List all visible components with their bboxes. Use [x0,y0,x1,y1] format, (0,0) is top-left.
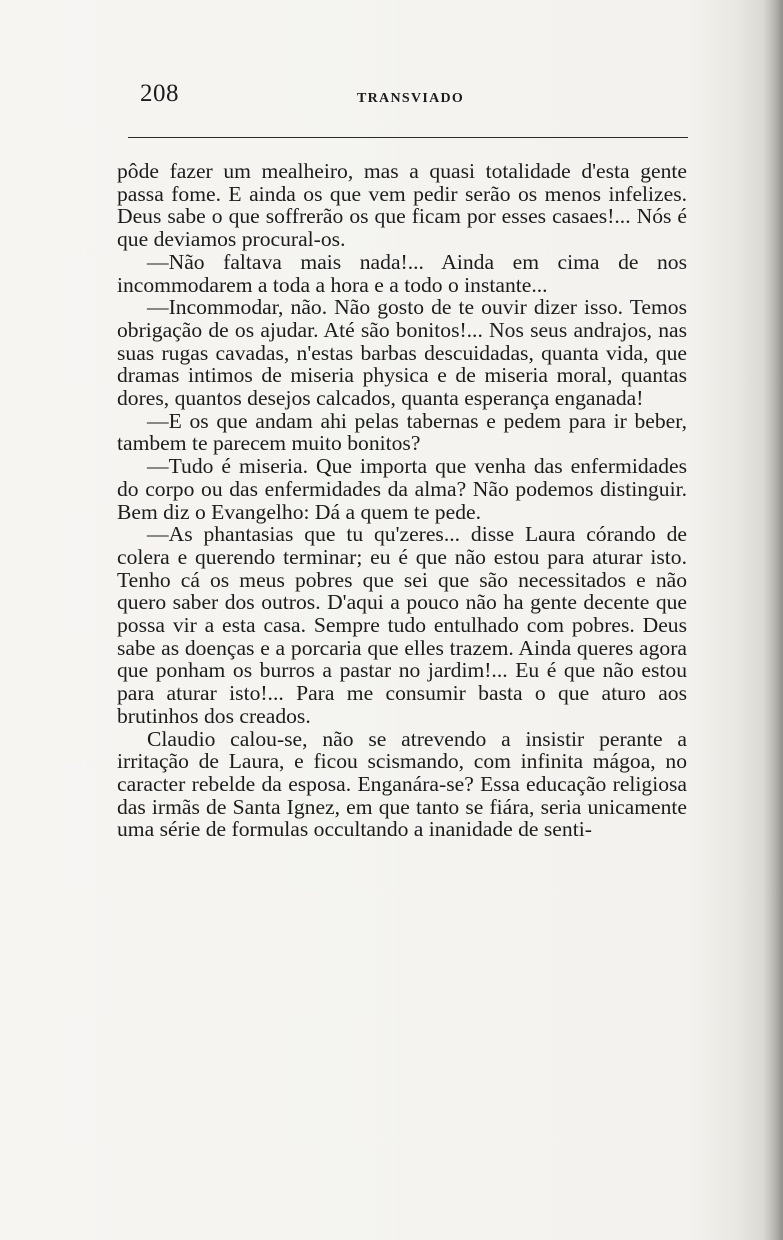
paragraph: —Não faltava mais nada!... Ainda em cima de nos incommodarem a toda a hora e a todo o instante... [117,249,687,297]
body-text [117,160,687,841]
paragraph: —Incommodar, não. Não gosto de te ouvir dizer isso. Temos obrigação de os ajudar. Até são bonitos!... Nos seus andrajos, nas suas rugas cavadas, n'estas barbas descuidadas, quanta vida, que dramas intimos de miseria physica e de miseria moral, quantas dores, quantos desejos calcados, quanta esperança enganada! [117,295,687,411]
page-number: 208 [140,80,179,107]
paragraph: —As phantasias que tu qu'zeres... disse Laura córando de colera e querendo terminar; eu é que não estou para aturar isto. Tenho cá os meus pobres que sei que são necessitados e não quero saber dos outros. D'aqui a pouco não ha gente decente que possa vir a esta casa. Sempre tudo entulhado com pobres. Deus sabe as doenças e a porcaria que elles trazem. Ainda queres agora que ponham os burros a pastar no jardim!... Eu é que não estou para aturar isto!... Para me consumir basta o que aturo aos brutinhos dos creados. [117,522,687,728]
header-rule [128,137,688,138]
paragraph: Claudio calou-se, não se atrevendo a insistir perante a irritação de Laura, e ficou scismando, com infinita mágoa, no caracter rebelde da esposa. Enganára-se? Essa educação religiosa das irmãs de Santa Ignez, em que tanto se fiára, seria unicamente uma série de formulas occultando a inanidade de senti- [117,726,687,842]
page-edge-shadow [763,0,783,1240]
paragraph: —E os que andam ahi pelas tabernas e pedem para ir beber, tambem te parecem muito bonitos? [117,408,687,456]
paragraph: —Tudo é miseria. Que importa que venha das enfermidades do corpo ou das enfermidades da alma? Não podemos distinguir. Bem diz o Evangelho: Dá a quem te pede. [117,454,687,524]
paragraph: pôde fazer um mealheiro, mas a quasi totalidade d'esta gente passa fome. E ainda os que vem pedir serão os menos infelizes. Deus sabe o que soffrerão os que ficam por esses casaes!... Nós é que deviamos procural-os. [117,159,687,252]
running-title: TRANSVIADO [357,91,465,106]
